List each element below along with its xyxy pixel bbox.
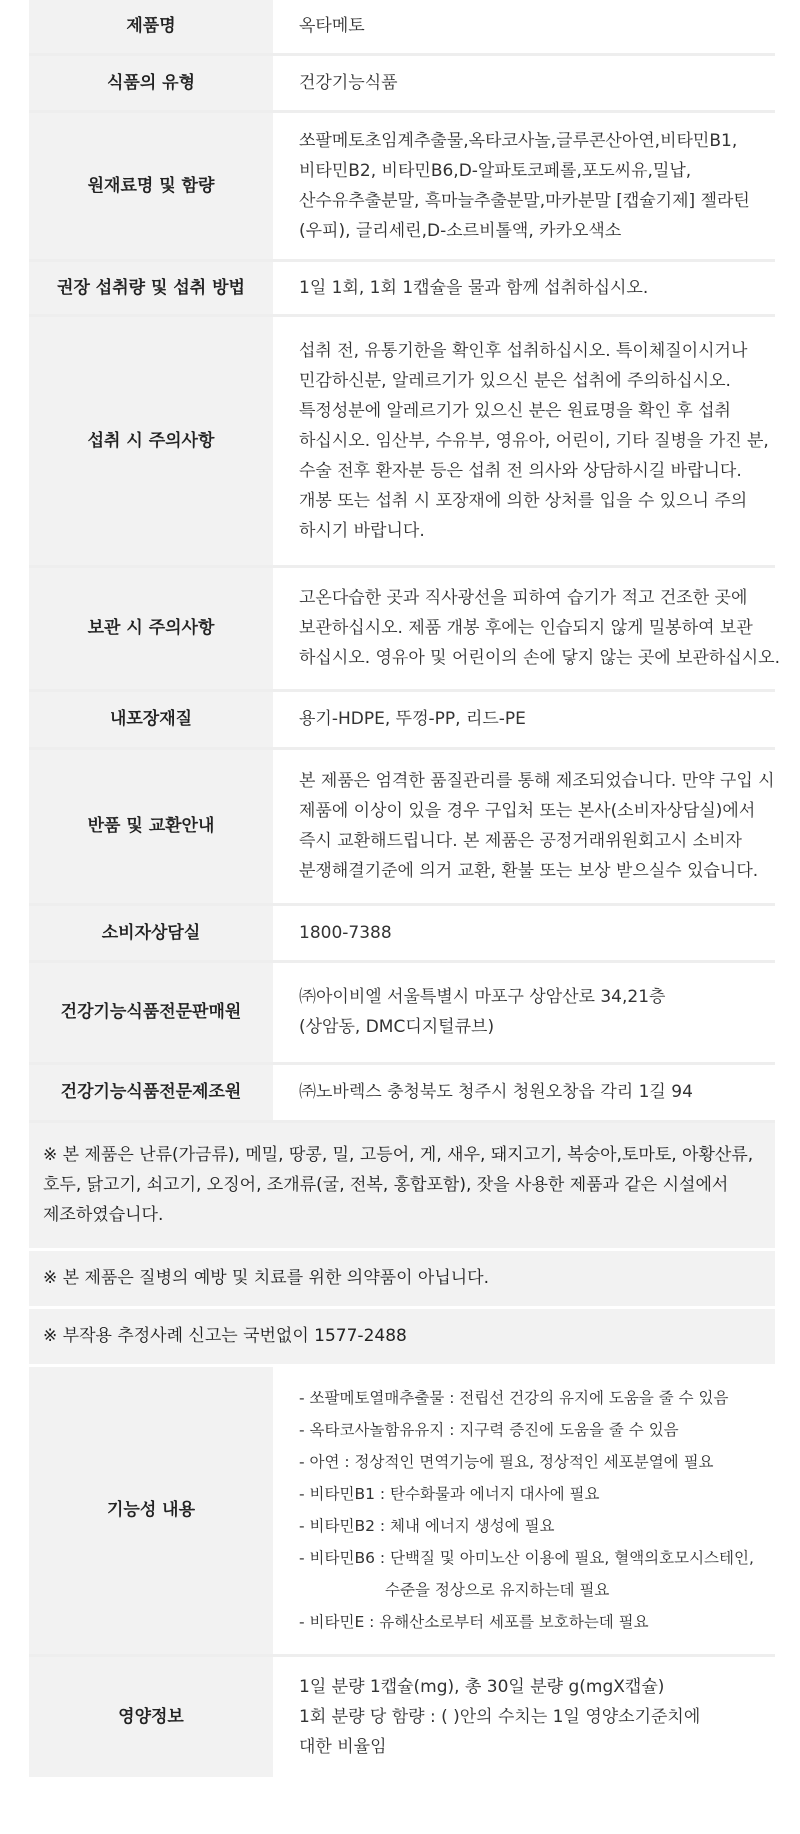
info-row-intake-method xyxy=(29,260,775,315)
note-text: ※ 본 제품은 난류(가금류), 메밀, 땅콩, 밀, 고등어, 게, 새우, 돼지고기, 복숭아,토마토, 아황산류, 호두, 닭고기, 쇠고기, 오징어, 조개류(굴, 전복, 홍합포함), 잣을 사용한 제품과 같은 시설에서 제조하였습니다. xyxy=(29,1121,775,1249)
row-label: 원재료명 및 함량 xyxy=(29,111,274,260)
info-row-nutrition xyxy=(29,1655,775,1777)
info-row-manufacturer xyxy=(29,1063,775,1121)
row-value: 건강기능식품 xyxy=(274,54,775,111)
row-label: 건강기능식품전문제조원 xyxy=(29,1063,274,1121)
row-value: 쏘팔메토초임계추출물,옥타코사놀,글루콘산아연,비타민B1, 비타민B2, 비타민B6,D-알파토코페롤,포도씨유,밀납, 산수유추출분말, 흑마늘추출분말,마카분말 [캡슐기제] 젤라틴 (우피), 글리세린,D-소르비톨액, 카카오색소 xyxy=(274,111,775,260)
info-row-consumer-center xyxy=(29,904,775,961)
product-info-table-wrapper xyxy=(29,0,781,1777)
row-value: 1일 1회, 1회 1캡슐을 물과 함께 섭취하십시오. xyxy=(274,260,775,315)
note-text: ※ 본 제품은 질병의 예방 및 치료를 위한 의약품이 아닙니다. xyxy=(29,1249,775,1307)
row-label: 기능성 내용 xyxy=(29,1365,274,1655)
product-info-table xyxy=(29,0,781,1777)
row-value xyxy=(274,904,775,961)
row-label: 식품의 유형 xyxy=(29,54,274,111)
row-label: 영양정보 xyxy=(29,1655,274,1777)
note-allergen xyxy=(29,1121,775,1249)
row-value: 용기-HDPE, 뚜껑-PP, 리드-PE xyxy=(274,690,775,748)
info-row-return-exchange xyxy=(29,748,775,904)
row-label: 내포장재질 xyxy=(29,690,274,748)
info-row-intake-caution xyxy=(29,315,775,566)
info-row-food-type xyxy=(29,54,775,111)
row-label: 소비자상담실 xyxy=(29,904,274,961)
row-value: ㈜아이비엘 서울특별시 마포구 상암산로 34,21층 (상암동, DMC디지털큐브) xyxy=(274,961,775,1063)
row-value: 옥타메토 xyxy=(274,0,775,54)
info-row-product-name xyxy=(29,0,775,54)
info-row-functional xyxy=(29,1365,775,1655)
row-value: ㈜노바렉스 충청북도 청주시 청원오창읍 각리 1길 94 xyxy=(274,1063,775,1121)
row-value: 고온다습한 곳과 직사광선을 피하여 습기가 적고 건조한 곳에 보관하십시오. 제품 개봉 후에는 인습되지 않게 밀봉하여 보관 하십시오. 영유아 및 어린이의 손에 닿지 않는 곳에 보관하십시오. xyxy=(274,566,775,690)
row-value: 섭취 전, 유통기한을 확인후 섭취하십시오. 특이체질이시거나 민감하신분, 알레르기가 있으신 분은 섭취에 주의하십시오. 특정성분에 알레르기가 있으신 분은 원료명을 확인 후 섭취 하십시오. 임산부, 수유부, 영유아, 어린이, 기타 질병을 가진 분, 수술 전후 환자분 등은 섭취 전 의사와 상담하시길 바랍니다. 개봉 또는 섭취 시 포장재에 의한 상처를 입을 수 있으니 주의 하시기 바랍니다. xyxy=(274,315,775,566)
row-label: 권장 섭취량 및 섭취 방법 xyxy=(29,260,274,315)
note-text: ※ 부작용 추정사례 신고는 국번없이 1577-2488 xyxy=(29,1307,775,1365)
row-value: 본 제품은 엄격한 품질관리를 통해 제조되었습니다. 만약 구입 시 제품에 이상이 있을 경우 구입처 또는 본사(소비자상담실)에서 즉시 교환해드립니다. 본 제품은 공정거래위원회고시 소비자 분쟁해결기준에 의거 교환, 환불 또는 보상 받으실수 있습니다. xyxy=(274,748,775,904)
info-row-seller xyxy=(29,961,775,1063)
row-label: 보관 시 주의사항 xyxy=(29,566,274,690)
row-label: 건강기능식품전문판매원 xyxy=(29,961,274,1063)
row-label: 반품 및 교환안내 xyxy=(29,748,274,904)
consumer-center-phone: 1800-7388 xyxy=(299,922,392,943)
note-side-effect-report xyxy=(29,1307,775,1365)
info-row-storage-caution xyxy=(29,566,775,690)
row-label: 제품명 xyxy=(29,0,274,54)
info-row-packaging xyxy=(29,690,775,748)
row-label: 섭취 시 주의사항 xyxy=(29,315,274,566)
note-not-medicine xyxy=(29,1249,775,1307)
row-value: 1일 분량 1캡슐(mg), 총 30일 분량 g(mgX캡슐) 1회 분량 당 함량 : ( )안의 수치는 1일 영양소기준치에 대한 비율임 xyxy=(274,1655,775,1777)
info-row-ingredients xyxy=(29,111,775,260)
row-value: - 쏘팔메토열매추출물 : 전립선 건강의 유지에 도움을 줄 수 있음 - 옥타코사놀함유유지 : 지구력 증진에 도움을 줄 수 있음 - 아연 : 정상적인 면역기능에 필요, 정상적인 세포분열에 필요 - 비타민B1 : 탄수화물과 에너지 대사에 필요 - 비타민B2 : 체내 에너지 생성에 필요 - 비타민B6 : 단백질 및 아미노산 이용에 필요, 혈액의호모시스테인, 수준을 정상으로 유지하는데 필요 - 비타민E : 유해산소로부터 세포를 보호하는데 필요 xyxy=(274,1365,775,1655)
